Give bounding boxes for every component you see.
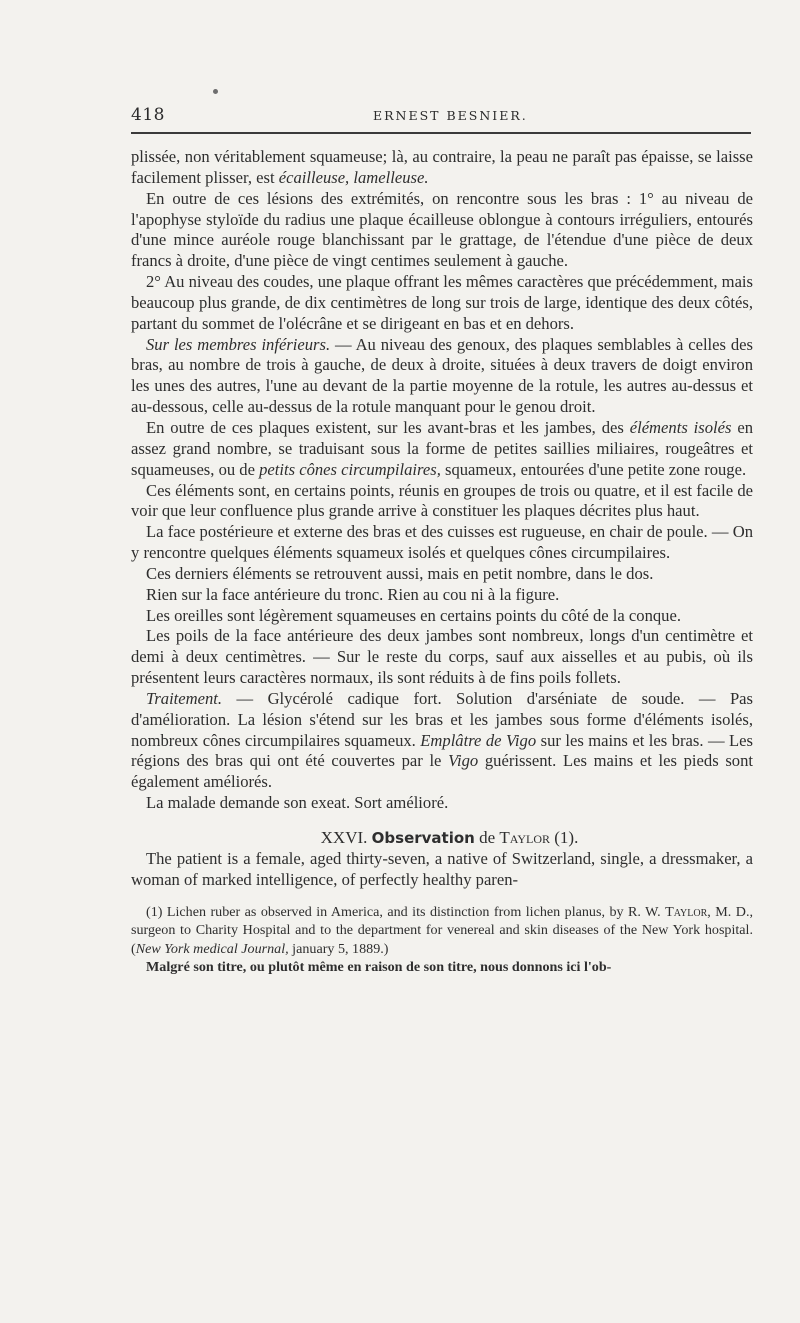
footnote bbox=[131, 903, 753, 977]
ink-dot bbox=[213, 89, 218, 94]
paragraph: En outre de ces plaques existent, sur les avant-bras et les jambes, des éléments isolés en assez grand nombre, se traduisant sous la forme de petites saillies miliaires, rougeâtres et squameuses, ou de petits cônes circumpilaires, squameux, entourées d'une petite zone rouge. bbox=[131, 417, 753, 479]
paragraph: Les oreilles sont légèrement squameuses en certains points du côté de la conque. bbox=[146, 605, 681, 625]
section-heading: XXVI. Observation de Taylor (1). bbox=[320, 828, 579, 847]
paragraph: Ces éléments sont, en certains points, réunis en groupes de trois ou quatre, et il est facile de voir que leur confluence plus grande arrive à constituer les plaques décrites plus haut. bbox=[131, 480, 753, 521]
header-rule bbox=[131, 132, 751, 134]
page-number: 418 bbox=[131, 105, 165, 125]
paragraph: La face postérieure et externe des bras et des cuisses est rugueuse, en chair de poule. — On y rencontre quelques éléments squameux isolés et quelques cônes circumpilaires. bbox=[131, 522, 753, 563]
paragraph: 2° Au niveau des coudes, une plaque offrant les mêmes caractères que précédemment, mais beaucoup plus grande, de dix centimètres de long sur trois de large, identique des deux côtés, partant du sommet de l'olécrâne et se dirigeant en bas et en dehors. bbox=[131, 272, 753, 333]
paragraph: plissée, non véritablement squameuse; là, au contraire, la peau ne paraît pas épaisse, se laisse facilement plisser, est écailleuse, lamelleuse. bbox=[131, 147, 753, 187]
paragraph: Traitement. — Glycérolé cadique fort. Solution d'arséniate de soude. — Pas d'amélioration. La lésion s'étend sur les bras et les jambes sous forme d'éléments isolés, nombreux cônes circumpilaires squameux. Emplâtre de Vigo sur les mains et les bras. — Les régions des bras qui ont été couvertes par le Vigo guérissent. Les mains et les pieds sont également améliorés. bbox=[131, 688, 753, 792]
paragraph: Sur les membres inférieurs. — Au niveau des genoux, des plaques semblables à celles des bras, au nombre de trois à gauche, de deux à droite, situées à deux travers de doigt environ les unes des autres, l'une au devant de la partie moyenne de la rotule, les autres au-dessus et au-dessous, celle au-dessus de la rotule manquant pour le genou droit. bbox=[131, 334, 753, 417]
paragraph: Ces derniers éléments se retrouvent aussi, mais en petit nombre, dans le dos. bbox=[146, 563, 654, 583]
paragraph: Rien sur la face antérieure du tronc. Rien au cou ni à la figure. bbox=[146, 584, 560, 604]
paragraph: En outre de ces lésions des extrémités, on rencontre sous les bras : 1° au niveau de l'apophyse styloïde du radius une plaque écailleuse oblongue à contours irréguliers, entourés d'une mince auréole rouge blanchissant par le grattage, de l'étendue d'une pièce de deux francs à droite, d'une pièce de vingt centimes seulement à gauche. bbox=[131, 188, 753, 271]
footnote-text: (1) Lichen ruber as observed in America, and its distinction from lichen planus, by R. W. Taylor, M. D., surgeon to Charity Hospital and to the department for venereal and skin diseases of the New York hospital. (New York medical Journal, january 5, 1889.) bbox=[131, 903, 753, 957]
running-head: ERNEST BESNIER. bbox=[373, 108, 528, 123]
paragraph: La malade demande son exeat. Sort amélioré. bbox=[146, 793, 449, 813]
paragraph: Les poils de la face antérieure des deux jambes sont nombreux, longs d'un centimètre et demi à deux centimètres. — Sur le reste du corps, sauf aux aisselles et au pubis, où ils présentent leurs caractères normaux, ils sont réduits à de fins poils follets. bbox=[131, 626, 753, 688]
body-text bbox=[131, 147, 753, 991]
paragraph-english: The patient is a female, aged thirty-seven, a native of Switzerland, single, a dressmaker, a woman of marked intelligence, of perfectly healthy paren- bbox=[131, 848, 753, 889]
continuation-text: Malgré son titre, ou plutôt même en raison de son titre, nous donnons ici l'ob- bbox=[146, 959, 612, 976]
